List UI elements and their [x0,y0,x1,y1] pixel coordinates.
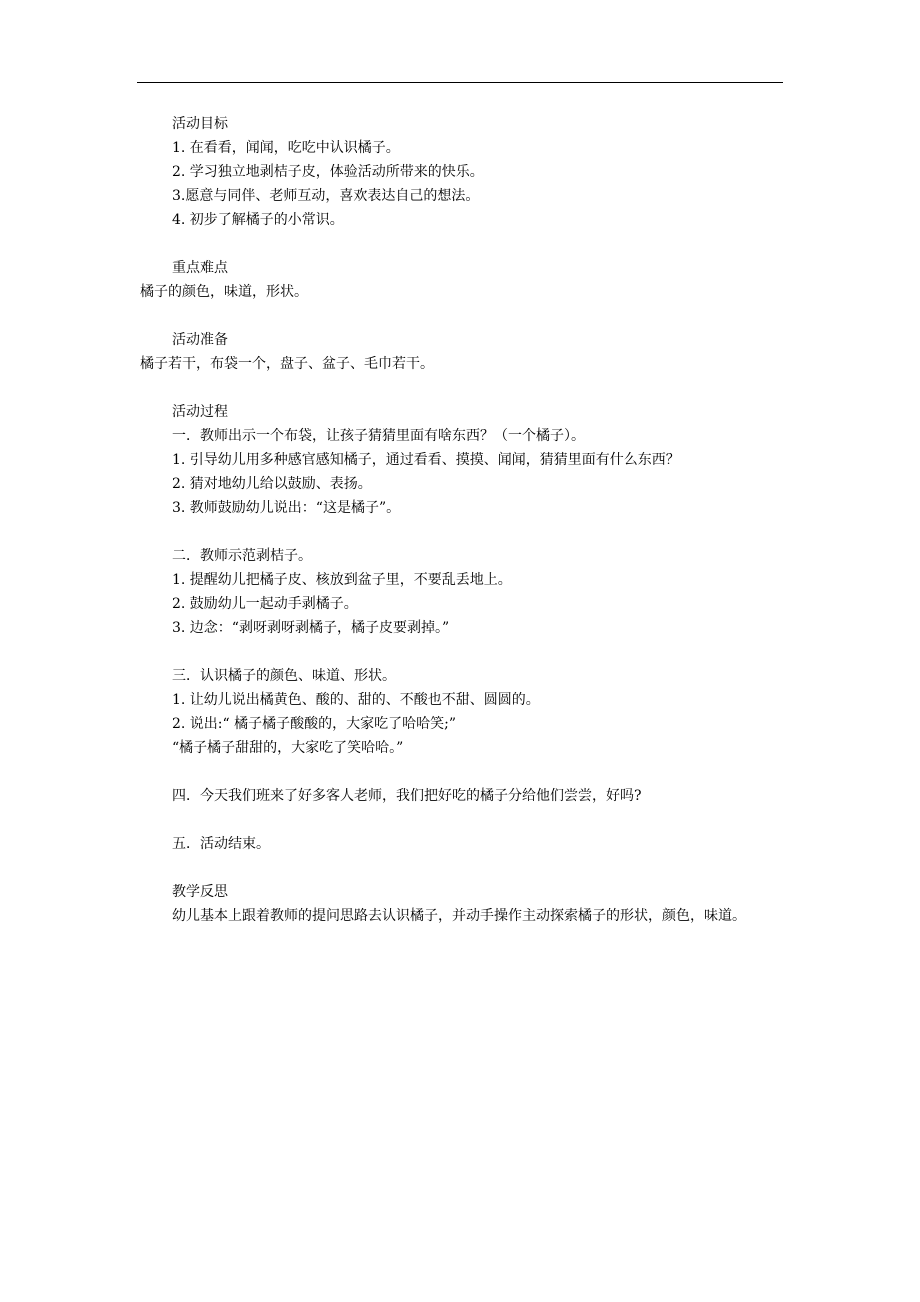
goal-item: 1. 在看看，闻闻，吃吃中认识橘子。 [172,140,400,156]
section-process-step3 [140,664,796,760]
section-goals [140,112,796,232]
process-heading: 活动过程 [172,404,228,420]
section-process-step5 [140,832,796,856]
section-key-points [140,256,796,304]
section-process-step4 [140,784,796,808]
goal-item: 4. 初步了解橘子的小常识。 [172,212,344,228]
section-process-step2 [140,544,796,640]
process-step-item: 1. 让幼儿说出橘黄色、酸的、甜的、不酸也不甜、圆圆的。 [172,692,540,708]
goal-item: 2. 学习独立地剥桔子皮，体验活动所带来的快乐。 [172,164,484,180]
process-step-item: 2. 鼓励幼儿一起动手剥橘子。 [172,596,358,612]
preparation-text: 橘子若干，布袋一个，盘子、盆子、毛巾若干。 [140,356,434,372]
process-step-item: 3. 教师鼓励幼儿说出：“这是橘子”。 [172,500,401,516]
process-step-item: 3. 边念：“剥呀剥呀剥橘子，橘子皮要剥掉。” [172,620,450,636]
section-reflection [140,880,796,928]
goal-item: 3.愿意与同伴、老师互动，喜欢表达自己的想法。 [172,188,480,204]
process-step-item: 1. 提醒幼儿把橘子皮、核放到盆子里，不要乱丢地上。 [172,572,512,588]
section-process-step1 [140,400,796,520]
reflection-heading: 教学反思 [172,884,228,900]
process-step-title: 五．活动结束。 [172,836,270,852]
process-step-title: 一．教师出示一个布袋，让孩子猜猜里面有啥东西？（一个橘子）。 [172,428,585,444]
reflection-text: 幼儿基本上跟着教师的提问思路去认识橘子，并动手操作主动探索橘子的形状，颜色，味道。 [172,908,746,924]
preparation-heading: 活动准备 [172,332,228,348]
section-preparation [140,328,796,376]
header-rule [137,82,783,83]
process-step-item: 1. 引导幼儿用多种感官感知橘子，通过看看、摸摸、闻闻，猜猜里面有什么东西？ [172,452,680,468]
process-step-title: 四．今天我们班来了好多客人老师，我们把好吃的橘子分给他们尝尝，好吗? [172,788,642,804]
process-step-item: 2. 猜对地幼儿给以鼓励、表扬。 [172,476,372,492]
process-step-item: “橘子橘子甜甜的，大家吃了笑哈哈。” [172,740,404,756]
key-points-text: 橘子的颜色，味道，形状。 [140,284,308,300]
process-step-title: 二．教师示范剥桔子。 [172,548,312,564]
process-step-item: 2. 说出:“ 橘子橘子酸酸的，大家吃了哈哈笑;” [172,716,457,732]
process-step-title: 三．认识橘子的颜色、味道、形状。 [172,668,396,684]
goals-heading: 活动目标 [172,116,228,132]
key-points-heading: 重点难点 [172,260,228,276]
document-body [140,112,796,952]
